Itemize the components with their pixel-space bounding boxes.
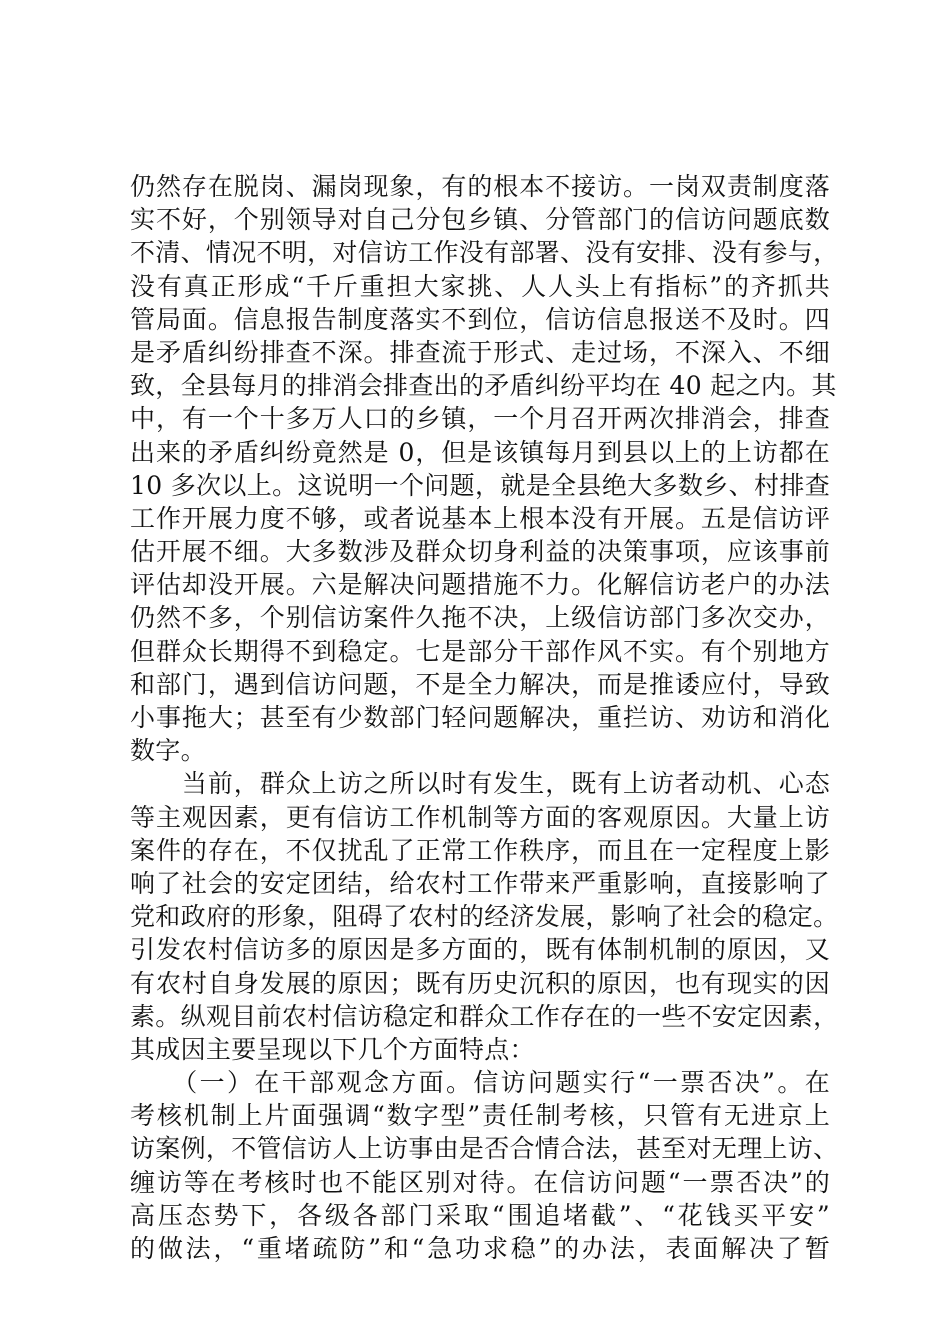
text-line: 访案例，不管信访人上访事由是否合情合法，甚至对无理上访、 (130, 1134, 839, 1164)
text-line: 小事拖大；甚至有少数部门轻问题解决，重拦访、劝访和消化 (130, 703, 830, 732)
text-line: 党和政府的形象，阻碍了农村的经济发展，影响了社会的稳定。 (130, 902, 839, 932)
text-line: 出来的矛盾纠纷竟然是 0，但是该镇每月到县以上的上访都在 (130, 437, 830, 467)
text-line: 工作开展力度不够，或者说基本上根本没有开展。五是信访评 (130, 503, 830, 533)
text-line: 高压态势下，各级各部门采取“围追堵截”、“花钱买平安” (130, 1200, 830, 1230)
text-line: 其成因主要呈现以下几个方面特点： (130, 1034, 535, 1064)
text-line: 但群众长期得不到稳定。七是部分干部作风不实。有个别地方 (130, 636, 830, 666)
text-line: 案件的存在，不仅扰乱了正常工作秩序，而且在一定程度上影 (130, 835, 830, 865)
text-line: 评估却没开展。六是解决问题措施不力。化解信访老户的办法 (130, 570, 830, 600)
text-line: 素。纵观目前农村信访稳定和群众工作存在的一些不安定因素， (130, 1001, 839, 1031)
text-line: 有农村自身发展的原因；既有历史沉积的原因，也有现实的因 (130, 968, 830, 998)
text-line: 等主观因素，更有信访工作机制等方面的客观原因。大量上访 (130, 802, 830, 832)
paragraph-1 (130, 170, 839, 767)
text-line: 响了社会的安定团结，给农村工作带来严重影响，直接影响了 (130, 868, 830, 898)
text-line: 仍然存在脱岗、漏岗现象，有的根本不接访。一岗双责制度落 (130, 172, 830, 201)
text-line: 中，有一个十多万人口的乡镇，一个月召开两次排消会，排查 (130, 404, 830, 434)
text-line: 没有真正形成“千斤重担大家挑、人人头上有指标”的齐抓共 (130, 271, 830, 301)
text-line: 仍然不多，个别信访案件久拖不决，上级信访部门多次交办， (130, 603, 830, 633)
paragraph-2 (130, 767, 839, 1066)
text-line: 估开展不细。大多数涉及群众切身利益的决策事项，应该事前 (130, 537, 830, 567)
text-line: 实不好，个别领导对自己分包乡镇、分管部门的信访问题底数 (130, 205, 830, 235)
paragraph-3 (130, 1066, 839, 1265)
text-line: 当前，群众上访之所以时有发生，既有上访者动机、心态 (130, 769, 830, 799)
text-line: 考核机制上片面强调“数字型”责任制考核，只管有无进京上 (130, 1101, 830, 1131)
text-line: 的做法，“重堵疏防”和“急功求稳”的办法，表面解决了暂 (130, 1234, 830, 1263)
text-line: 是矛盾纠纷排查不深。排查流于形式、走过场，不深入、不细 (130, 337, 830, 367)
text-line: 引发农村信访多的原因是多方面的，既有体制机制的原因，又 (130, 935, 830, 965)
text-line: 管局面。信息报告制度落实不到位，信访信息报送不及时。四 (130, 304, 830, 334)
text-line: （一）在干部观念方面。信访问题实行“一票否决”。在 (130, 1068, 830, 1098)
text-line: 10 多次以上。这说明一个问题，就是全县绝大多数乡、村排查 (130, 470, 830, 500)
text-line: 数字。 (130, 736, 206, 766)
text-line: 缠访等在考核时也不能区别对待。在信访问题“一票否决”的 (130, 1167, 830, 1197)
text-line: 和部门，遇到信访问题，不是全力解决，而是推诿应付，导致 (130, 669, 830, 699)
text-line: 不清、情况不明，对信访工作没有部署、没有安排、没有参与， (130, 238, 839, 268)
text-line: 致，全县每月的排消会排查出的矛盾纠纷平均在 40 起之内。其 (130, 371, 837, 401)
document-body (130, 170, 839, 1265)
